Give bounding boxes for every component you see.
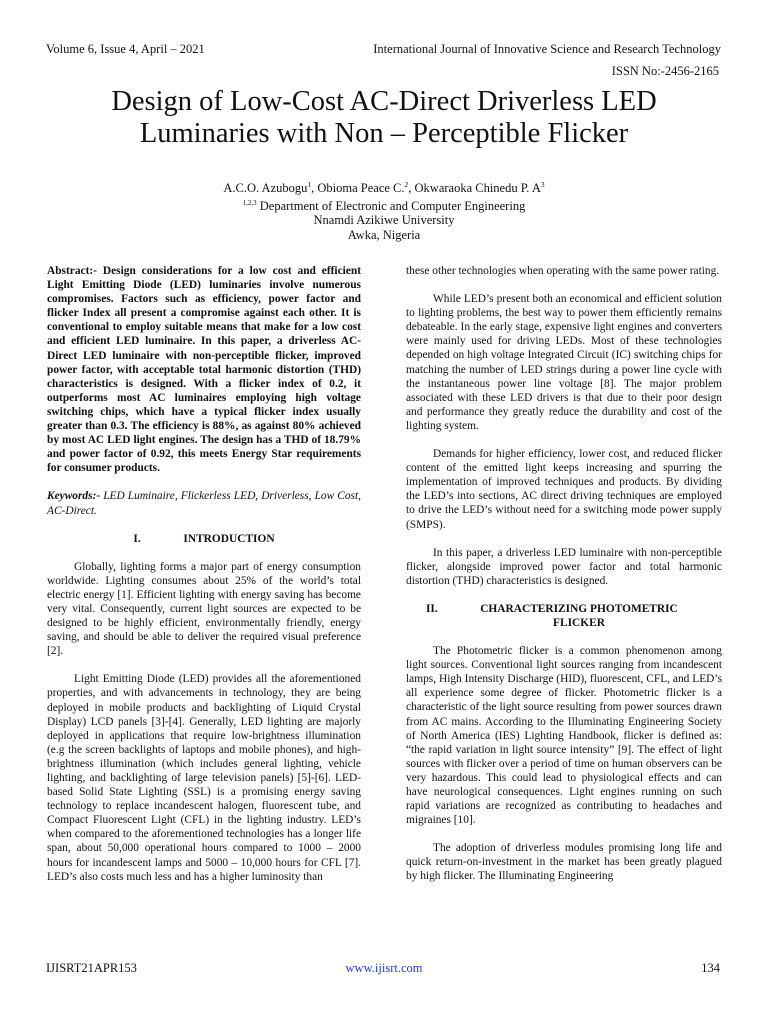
location: Awka, Nigeria [347,227,421,242]
author-1: A.C.O. Azubogu [223,181,308,196]
keywords-text: LED Luminaire, Flickerless LED, Driverless, Low Cost, AC-Direct. [47,490,361,517]
right-column [406,264,722,898]
author-block [0,178,768,242]
affiliation-sup: 1,2,3 [242,198,257,207]
author-3-sup: 3 [540,180,545,189]
body-paragraph-1: While LED’s present both an economical and efficient solution to lighting problems, the best way to power them efficiently remains debateable. In the early stage, expensive light engines and converters were mainly used for driving LEDs. Most of these technologies depended on high voltage Integrated Circuit (IC) switching chips for matching the number of LED strings during a power line cycle with the instantaneous power line voltage [8]. The major problem associated with these LED drivers is that due to their poor design and performance they greatly reduce the durability and cost of the lighting system. [406,293,722,432]
section-number: II. [426,602,438,615]
author-2-sup: 2 [404,180,409,189]
author-2: , Obioma Peace C. [311,181,405,196]
intro-paragraph-1: Globally, lighting forms a major part of energy consumption worldwide. Lighting consumes about 25% of the world’s total electric energy [1]. Efficient lighting with energy saving has become very vital. Consequently, current light sources are expected to be designed to be highly efficient, environmentally friendly, energy saving, and should be able to deliver the required visual preference [2]. [47,560,361,658]
left-column [47,264,361,898]
section-number: I. [133,532,141,545]
body-paragraph-2: Demands for higher efficiency, lower cost, and reduced flicker content of the emitted light keeps increasing and spurring the implementation of improved techniques and products. By dividing the LED’s into sections, AC direct driving techniques are employed to drive the LED’s without need for a switching mode power supply (SMPS). [406,448,722,531]
abstract: Abstract:- Design considerations for a low cost and efficient Light Emitting Diode (LED) luminaries involve numerous compromises. Factors such as efficiency, power factor and flicker Index all present a compromise against each other. It is conventional to employ suitable means that make for a low cost and efficient LED luminaire. In this paper, a driverless AC-Direct LED luminaire with non-perceptible flicker, improved power factor, with acceptable total harmonic distortion (THD) characteristics is designed. With a flicker index of 0.2, it outperforms most AC luminaires employing high voltage switching chips, which have a typical flicker index usually greater than 0.3. The efficiency is 88%, as against 80% achieved by most AC LED light engines. The design has a THD of 18.79% and power factor of 0.92, this meets Energy Star requirements for consumer products. [47,265,361,475]
affiliation [0,196,768,214]
paper-id: IJISRT21APR153 [46,961,137,975]
paper-title: Design of Low-Cost AC-Direct Driverless LED Luminaries with Non – Perceptible Flicker [111,86,657,149]
author-3: , Okwaraoka Chinedu P. A [408,181,541,196]
continuation-paragraph: these other technologies when operating with the same power rating. [406,265,720,277]
university: Nnamdi Azikiwe University [313,213,455,228]
section-title: CHARACTERIZING PHOTOMETRIC FLICKER [480,602,678,629]
page-number: 134 [701,961,720,975]
author-names [0,178,768,196]
section-heading-photometric [406,602,722,630]
body-paragraph-5: The adoption of driverless modules promising long life and quick return-on-investment in the market has been greatly plagued by high flicker. The Illuminating Engineering [406,842,722,883]
volume-info: Volume 6, Issue 4, April – 2021 [46,42,205,56]
section-heading-introduction [47,532,361,546]
journal-name: International Journal of Innovative Science and Research Technology [373,42,721,56]
body-paragraph-4: The Photometric flicker is a common phenomenon among light sources. Conventional light sources ranging from incandescent lamps, High Intensity Discharge (HID), fluorescent, CFL, and LED’s all experience some degree of flicker. Photometric flicker is a characteristic of the light source resulting from power sources drawn from AC mains. According to the Illuminating Engineering Society of North America (IES) Lighting Handbook, flicker is defined as: “the rapid variation in light source intensity” [9]. The effect of light sources with flicker over a period of time on human observers can be very hazardous. This could lead to physiological effects and can have neurological consequences. Light engines running on such rapid variations are recognized as contributing to headaches and migraines [10]. [406,645,722,827]
keywords [47,489,361,517]
section-title: INTRODUCTION [183,532,275,545]
author-1-sup: 1 [307,180,312,189]
body-paragraph-3: In this paper, a driverless LED luminaire with non-perceptible flicker, alongside improved power factor and total harmonic distortion (THD) characteristics is designed. [406,546,722,587]
keywords-label: Keywords:- [47,490,101,503]
issn: ISSN No:-2456-2165 [611,64,719,78]
department: Department of Electronic and Computer Engineering [256,198,526,213]
intro-paragraph-2: Light Emitting Diode (LED) provides all the aforementioned properties, and with advancements in technology, they are being deployed in mobile products and backlighting of Liquid Crystal Display) LCD panels [3]-[4]. Generally, LED lighting are majorly deployed in applications that require low-brightness illumination (e.g the screen backlights of laptops and mobile phones), and high-brightness illumination (which includes general lighting, vehicle lighting, and backlighting of large television panels) [5]-[6]. LED-based Solid State Lighting (SSL) is a promising energy saving technology to replace incandescent halogen, fluorescent tube, and Compact Fluorescent Light (CFL) in the lighting industry. LED’s when compared to the aforementioned technologies has a longer life span, about 50,000 operational hours compared to 1000 – 2000 hours for incandescent lamps and 5000 – 10,000 hours for CFL [7]. LED’s also costs much less and has a higher luminosity than [47,673,361,883]
journal-url-link[interactable]: www.ijisrt.com [345,961,423,975]
